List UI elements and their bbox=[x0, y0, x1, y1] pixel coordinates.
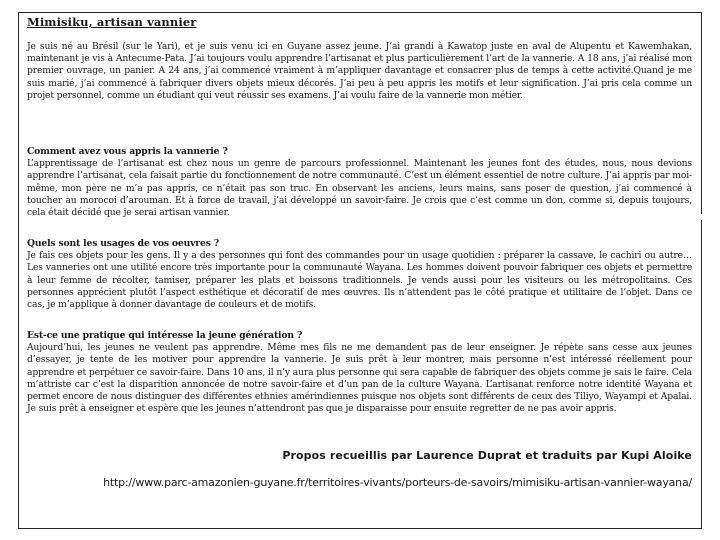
section-apprentissage bbox=[27, 146, 692, 219]
source-credit: Propos recueillis par Laurence Duprat et traduits par Kupi Aloike bbox=[282, 449, 692, 462]
article-title: Mimisiku, artisan vannier bbox=[27, 15, 197, 29]
section-heading: Quels sont les usages de vos oeuvres ? bbox=[27, 238, 220, 249]
intro-paragraph: Je suis né au Brésil (sur le Yari), et je suis venu ici en Guyane assez jeune. J’ai grandi à Kawatop juste en aval de Alupentu et Kawemhakan, maintenant je vis à Antecume-Pata. J’ai toujours voulu apprendre l’artisanat et plus particulièrement l’art de la vannerie. A 18 ans, j’ai réalisé mon premier ouvrage, un panier. A 24 ans, j’ai commencé vraiment à m’appliquer davantage et consacrer plus de temps à cette activité.Quand je me suis marié, j’ai commencé à fabriquer divers objets mieux décorés. J’ai peu à peu appris les motifs et leur signification. J’ai pris cela comme un projet personnel, comme un étudiant qui veut réussir ses examens. J’ai voulu faire de la vannerie mon métier. bbox=[27, 41, 692, 101]
frame-gap bbox=[700, 214, 706, 220]
source-link[interactable]: http://www.parc-amazonien-guyane.fr/territoires-vivants/porteurs-de-savoirs/mimisiku-artisan-vannier-wayana/ bbox=[103, 476, 692, 489]
section-heading: Comment avez vous appris la vannerie ? bbox=[27, 146, 228, 157]
section-jeune-generation bbox=[27, 330, 692, 415]
section-body: Je fais ces objets pour les gens. Il y a des personnes qui font des commandes pour un usage quotidien : préparer la cassave, le cachiri ou autre… Les vanneries ont une utilité encore très importante pour la communauté Wayana. Les hommes doivent pouvoir fabriquer ces objets et permettre à leur femme de récolter, tamiser, préparer les plats et boissons traditionnels. Je vends aussi pour les visiteurs ou les métropolitains. Ces personnes apprécient plutôt l’aspect esthétique et décoratif de mes œuvres. Ils n’attendent pas le côté pratique et utilitaire de l’objet. Dans ce cas, je m’applique à donner davantage de couleurs et de motifs. bbox=[27, 250, 692, 311]
section-body: Aujourd’hui, les jeunes ne veulent pas apprendre. Même mes fils ne me demandent pas de leur enseigner. Je répète sans cesse aux jeunes d’essayer, je tente de les motiver pour apprendre la vannerie. Je suis prêt à leur montrer, mais personne n’est intéressé réellement pour apprendre et perpétuer ce savoir-faire. Dans 10 ans, il n’y aura plus personne qui sera capable de fabriquer des objets comme je sais le faire. Cela m’attriste car c’est la disparition annoncée de notre savoir-faire et d’un pan de la culture Wayana. L’artisanat renforce notre identité Wayana et permet encore de nous distinguer des différentes ethnies amérindiennes puisque nos objets sont différents de ceux des Tiliyo, Wayampi et Apalai. Je suis prêt à enseigner et espère que les jeunes n’attendront pas que je disparaisse pour ensuite regretter de ne pas avoir appris. bbox=[27, 342, 692, 415]
section-usages bbox=[27, 238, 692, 311]
section-heading: Est-ce une pratique qui intéresse la jeune génération ? bbox=[27, 330, 303, 341]
section-body: L’apprentissage de l’artisanat est chez nous un genre de parcours professionnel. Maintenant les jeunes font des études, nous, nous devions apprendre l’artisanat, cela faisait partie du fonctionnement de notre communauté. C’est un élément essentiel de notre culture. J’ai appris par moi-même, mon père ne m’a pas appris, ce n’était pas son truc. En observant les anciens, leurs mains, sans poser de question, j’ai commencé à toucher au morocoi d’arouman. Et à force de travail, j’ai développé un savoir-faire. Je crois que c’est comme un don, comme si, depuis toujours, cela était décidé que je serai artisan vannier. bbox=[27, 158, 692, 219]
